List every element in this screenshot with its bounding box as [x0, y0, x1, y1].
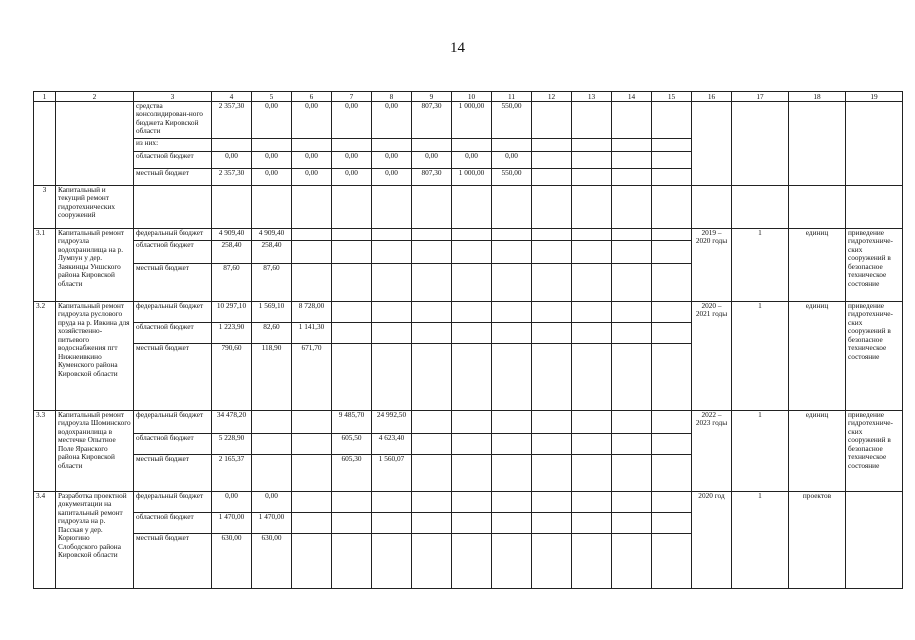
value-cell: 605,30: [332, 455, 372, 492]
value-cell: [332, 139, 372, 152]
row-number-cell: 3.1: [34, 229, 56, 302]
value-cell: 1 560,07: [372, 455, 412, 492]
quantity-cell: 1: [732, 302, 789, 411]
header-cell: 5: [252, 92, 292, 102]
result-cell: приведение гидротехниче-ских сооружений в безопасное техническое состояние: [846, 302, 903, 411]
header-cell: 8: [372, 92, 412, 102]
value-cell: 605,50: [332, 434, 372, 455]
value-cell: 24 992,50: [372, 411, 412, 434]
value-cell: 1 470,00: [252, 513, 292, 534]
value-cell: 807,30: [412, 102, 452, 139]
header-cell: 1: [34, 92, 56, 102]
value-cell: [492, 534, 532, 589]
source-cell: средства консолидирован-ного бюджета Кировской области: [134, 102, 212, 139]
value-cell: [412, 534, 452, 589]
empty-cell: [692, 186, 732, 229]
value-cell: [492, 229, 532, 241]
value-cell: [412, 455, 452, 492]
row-number-cell: 3.2: [34, 302, 56, 411]
value-cell: 0,00: [212, 492, 252, 513]
value-cell: 0,00: [332, 169, 372, 186]
value-cell: [412, 411, 452, 434]
empty-cell: [532, 169, 572, 186]
empty-cell: [372, 186, 412, 229]
header-cell: 2: [56, 92, 134, 102]
empty-cell: [846, 186, 903, 229]
row-number-cell: 3.4: [34, 492, 56, 589]
value-cell: 807,30: [412, 169, 452, 186]
empty-cell: [652, 513, 692, 534]
value-cell: 87,60: [212, 264, 252, 302]
empty-cell: [612, 534, 652, 589]
value-cell: 671,70: [292, 344, 332, 411]
empty-cell: [532, 264, 572, 302]
quantity-cell: 1: [732, 492, 789, 589]
empty-cell: [572, 264, 612, 302]
empty-cell: [412, 186, 452, 229]
value-cell: [492, 344, 532, 411]
empty-cell: [789, 186, 846, 229]
value-cell: 550,00: [492, 102, 532, 139]
value-cell: [452, 302, 492, 323]
years-cell: 2020 – 2021 годы: [692, 302, 732, 411]
value-cell: [452, 229, 492, 241]
years-cell: 2022 – 2023 годы: [692, 411, 732, 492]
unit-cell: единиц: [789, 411, 846, 492]
quantity-cell: 1: [732, 229, 789, 302]
empty-cell: [612, 152, 652, 169]
value-cell: [372, 344, 412, 411]
empty-cell: [532, 492, 572, 513]
value-cell: 0,00: [252, 169, 292, 186]
value-cell: [292, 513, 332, 534]
page-number: 14: [450, 40, 465, 56]
empty-cell: [652, 302, 692, 323]
value-cell: [292, 492, 332, 513]
empty-cell: [846, 102, 903, 186]
empty-cell: [572, 434, 612, 455]
value-cell: [292, 241, 332, 264]
empty-cell: [612, 102, 652, 139]
empty-cell: [612, 241, 652, 264]
value-cell: [452, 534, 492, 589]
empty-cell: [532, 186, 572, 229]
source-cell: областной бюджет: [134, 241, 212, 264]
value-cell: [452, 344, 492, 411]
value-cell: [412, 302, 452, 323]
value-cell: 4 909,40: [252, 229, 292, 241]
value-cell: 258,40: [252, 241, 292, 264]
source-cell: местный бюджет: [134, 534, 212, 589]
value-cell: 0,00: [252, 102, 292, 139]
source-cell: местный бюджет: [134, 344, 212, 411]
header-cell: 6: [292, 92, 332, 102]
value-cell: [412, 434, 452, 455]
value-cell: 630,00: [252, 534, 292, 589]
value-cell: 0,00: [372, 152, 412, 169]
value-cell: [452, 139, 492, 152]
empty-cell: [612, 323, 652, 344]
value-cell: [372, 513, 412, 534]
value-cell: [492, 434, 532, 455]
source-cell: областной бюджет: [134, 513, 212, 534]
header-cell: 11: [492, 92, 532, 102]
value-cell: 0,00: [452, 152, 492, 169]
value-cell: 118,90: [252, 344, 292, 411]
value-cell: [252, 411, 292, 434]
value-cell: [452, 513, 492, 534]
empty-cell: [789, 102, 846, 186]
value-cell: [452, 455, 492, 492]
value-cell: [452, 434, 492, 455]
value-cell: [212, 139, 252, 152]
value-cell: 0,00: [292, 102, 332, 139]
empty-cell: [532, 455, 572, 492]
item-name-cell: Капитальный ремонт гидроузла Шоминского водохранилища в местечке Опытное Поле Яранского района Кировской области: [56, 411, 134, 492]
value-cell: [372, 139, 412, 152]
value-cell: 4 909,40: [212, 229, 252, 241]
empty-cell: [532, 411, 572, 434]
value-cell: [452, 411, 492, 434]
result-cell: приведение гидротехниче-ских сооружений в безопасное техническое состояние: [846, 229, 903, 302]
header-cell: 9: [412, 92, 452, 102]
table-body: [34, 92, 903, 589]
value-cell: 1 223,90: [212, 323, 252, 344]
table-row: [34, 411, 903, 434]
empty-cell: [652, 152, 692, 169]
value-cell: 4 623,40: [372, 434, 412, 455]
value-cell: [492, 513, 532, 534]
years-cell: 2019 – 2020 годы: [692, 229, 732, 302]
empty-cell: [572, 302, 612, 323]
header-cell: 16: [692, 92, 732, 102]
source-cell: местный бюджет: [134, 264, 212, 302]
value-cell: 0,00: [372, 169, 412, 186]
empty-cell: [612, 513, 652, 534]
empty-cell: [652, 344, 692, 411]
value-cell: [412, 513, 452, 534]
value-cell: [492, 455, 532, 492]
source-cell: местный бюджет: [134, 169, 212, 186]
empty-cell: [572, 241, 612, 264]
value-cell: [492, 411, 532, 434]
unit-cell: единиц: [789, 229, 846, 302]
value-cell: 1 470,00: [212, 513, 252, 534]
empty-cell: [732, 102, 789, 186]
value-cell: 8 728,00: [292, 302, 332, 323]
value-cell: 34 478,20: [212, 411, 252, 434]
value-cell: [292, 534, 332, 589]
header-cell: 4: [212, 92, 252, 102]
empty-cell: [652, 102, 692, 139]
empty-cell: [652, 264, 692, 302]
row-number-cell: 3.3: [34, 411, 56, 492]
value-cell: [372, 229, 412, 241]
empty-cell: [652, 169, 692, 186]
empty-cell: [652, 241, 692, 264]
value-cell: 9 485,70: [332, 411, 372, 434]
empty-cell: [652, 434, 692, 455]
empty-cell: [572, 323, 612, 344]
section-name: Капитальный и текущий ремонт гидротехнических сооружений: [56, 186, 134, 229]
value-cell: [292, 139, 332, 152]
value-cell: [452, 492, 492, 513]
value-cell: 0,00: [412, 152, 452, 169]
source-cell: федеральный бюджет: [134, 411, 212, 434]
empty-cell: [532, 229, 572, 241]
value-cell: [452, 241, 492, 264]
value-cell: [332, 513, 372, 534]
item-name-cell: Капитальный ремонт гидроузла водохранилища на р. Лумпун у дер. Заякинцы Уншского района Кировской области: [56, 229, 134, 302]
value-cell: [492, 241, 532, 264]
value-cell: 630,00: [212, 534, 252, 589]
value-cell: 0,00: [332, 152, 372, 169]
empty-cell: [252, 186, 292, 229]
empty-cell: [652, 139, 692, 152]
empty-cell: [292, 186, 332, 229]
table-row: [34, 492, 903, 513]
header-cell: 17: [732, 92, 789, 102]
value-cell: [332, 229, 372, 241]
empty-cell: [652, 323, 692, 344]
value-cell: [332, 302, 372, 323]
item-name-cell: [56, 102, 134, 186]
empty-cell: [612, 411, 652, 434]
empty-cell: [652, 455, 692, 492]
empty-cell: [732, 186, 789, 229]
value-cell: [252, 139, 292, 152]
value-cell: 1 000,00: [452, 169, 492, 186]
empty-cell: [532, 139, 572, 152]
result-cell: приведение гидротехниче-ских сооружений в безопасное техническое состояние: [846, 411, 903, 492]
value-cell: 258,40: [212, 241, 252, 264]
empty-cell: [492, 186, 532, 229]
empty-cell: [532, 434, 572, 455]
value-cell: 0,00: [252, 152, 292, 169]
value-cell: [412, 229, 452, 241]
empty-cell: [572, 152, 612, 169]
header-cell: 12: [532, 92, 572, 102]
value-cell: [292, 264, 332, 302]
empty-cell: [612, 169, 652, 186]
empty-cell: [532, 241, 572, 264]
value-cell: 2 357,30: [212, 169, 252, 186]
value-cell: [372, 264, 412, 302]
header-cell: 15: [652, 92, 692, 102]
source-cell: местный бюджет: [134, 455, 212, 492]
table-row: [34, 229, 903, 241]
empty-cell: [572, 455, 612, 492]
value-cell: [452, 323, 492, 344]
empty-cell: [572, 102, 612, 139]
item-name-cell: Разработка проектной документации на капитальный ремонт гидроузла на р. Пасская у дер. Корюгино Слободского района Кировской области: [56, 492, 134, 589]
value-cell: [372, 323, 412, 344]
value-cell: [292, 455, 332, 492]
empty-cell: [612, 492, 652, 513]
value-cell: 0,00: [292, 152, 332, 169]
value-cell: [252, 455, 292, 492]
value-cell: 0,00: [252, 492, 292, 513]
empty-cell: [572, 229, 612, 241]
source-cell: областной бюджет: [134, 323, 212, 344]
empty-cell: [532, 344, 572, 411]
empty-cell: [612, 302, 652, 323]
value-cell: [372, 492, 412, 513]
value-cell: 1 141,30: [292, 323, 332, 344]
empty-cell: [572, 186, 612, 229]
empty-cell: [572, 513, 612, 534]
empty-cell: [572, 139, 612, 152]
value-cell: 2 357,30: [212, 102, 252, 139]
header-cell: 10: [452, 92, 492, 102]
value-cell: [452, 264, 492, 302]
empty-cell: [612, 434, 652, 455]
source-cell: областной бюджет: [134, 434, 212, 455]
empty-cell: [572, 344, 612, 411]
empty-cell: [692, 102, 732, 186]
source-cell: федеральный бюджет: [134, 492, 212, 513]
empty-cell: [452, 186, 492, 229]
source-cell: федеральный бюджет: [134, 302, 212, 323]
value-cell: 0,00: [332, 102, 372, 139]
value-cell: [492, 139, 532, 152]
value-cell: 790,60: [212, 344, 252, 411]
value-cell: 0,00: [292, 169, 332, 186]
value-cell: [252, 434, 292, 455]
empty-cell: [612, 229, 652, 241]
empty-cell: [572, 411, 612, 434]
value-cell: 87,60: [252, 264, 292, 302]
unit-cell: проектов: [789, 492, 846, 589]
empty-cell: [532, 152, 572, 169]
value-cell: 550,00: [492, 169, 532, 186]
value-cell: [412, 323, 452, 344]
value-cell: 82,60: [252, 323, 292, 344]
empty-cell: [532, 302, 572, 323]
header-row: [34, 92, 903, 102]
row-number-cell: [34, 102, 56, 186]
header-cell: 3: [134, 92, 212, 102]
header-cell: 7: [332, 92, 372, 102]
value-cell: [332, 323, 372, 344]
value-cell: [412, 241, 452, 264]
item-name-cell: Капитальный ремонт гидроузла руслового пруда на р. Ивкина для хозяйственно-питьевого водоснабжения пгт Нижнеивкино Куменского района Кировской области: [56, 302, 134, 411]
value-cell: 5 228,90: [212, 434, 252, 455]
value-cell: [412, 492, 452, 513]
empty-cell: [652, 411, 692, 434]
header-cell: 14: [612, 92, 652, 102]
value-cell: [332, 492, 372, 513]
value-cell: [412, 264, 452, 302]
empty-cell: [652, 492, 692, 513]
value-cell: 2 165,37: [212, 455, 252, 492]
empty-cell: [612, 455, 652, 492]
years-cell: 2020 год: [692, 492, 732, 589]
empty-cell: [532, 323, 572, 344]
source-cell: областной бюджет: [134, 152, 212, 169]
section-number: 3: [34, 186, 56, 229]
source-cell: из них:: [134, 139, 212, 152]
empty-cell: [332, 186, 372, 229]
empty-cell: [572, 169, 612, 186]
empty-cell: [612, 264, 652, 302]
value-cell: [492, 492, 532, 513]
value-cell: [372, 534, 412, 589]
quantity-cell: 1: [732, 411, 789, 492]
value-cell: [332, 534, 372, 589]
source-cell: федеральный бюджет: [134, 229, 212, 241]
value-cell: 0,00: [372, 102, 412, 139]
table-row: [34, 102, 903, 139]
value-cell: 0,00: [492, 152, 532, 169]
value-cell: 1 000,00: [452, 102, 492, 139]
budget-table: [33, 91, 903, 589]
value-cell: [292, 434, 332, 455]
value-cell: [332, 241, 372, 264]
value-cell: [332, 344, 372, 411]
empty-cell: [612, 139, 652, 152]
header-cell: 18: [789, 92, 846, 102]
value-cell: [372, 302, 412, 323]
empty-cell: [652, 229, 692, 241]
unit-cell: единиц: [789, 302, 846, 411]
value-cell: 0,00: [212, 152, 252, 169]
value-cell: [292, 411, 332, 434]
header-cell: 19: [846, 92, 903, 102]
empty-cell: [532, 513, 572, 534]
empty-cell: [612, 186, 652, 229]
value-cell: [372, 241, 412, 264]
value-cell: [332, 264, 372, 302]
value-cell: [492, 264, 532, 302]
value-cell: [412, 139, 452, 152]
table-row: [34, 302, 903, 323]
empty-cell: [612, 344, 652, 411]
empty-cell: [134, 186, 212, 229]
value-cell: [292, 229, 332, 241]
result-cell: [846, 492, 903, 589]
value-cell: 1 569,10: [252, 302, 292, 323]
empty-cell: [572, 492, 612, 513]
empty-cell: [212, 186, 252, 229]
value-cell: [492, 302, 532, 323]
value-cell: [412, 344, 452, 411]
empty-cell: [532, 102, 572, 139]
value-cell: [492, 323, 532, 344]
empty-cell: [572, 534, 612, 589]
empty-cell: [652, 534, 692, 589]
empty-cell: [532, 534, 572, 589]
header-cell: 13: [572, 92, 612, 102]
empty-cell: [652, 186, 692, 229]
section-row: [34, 186, 903, 229]
value-cell: 10 297,10: [212, 302, 252, 323]
